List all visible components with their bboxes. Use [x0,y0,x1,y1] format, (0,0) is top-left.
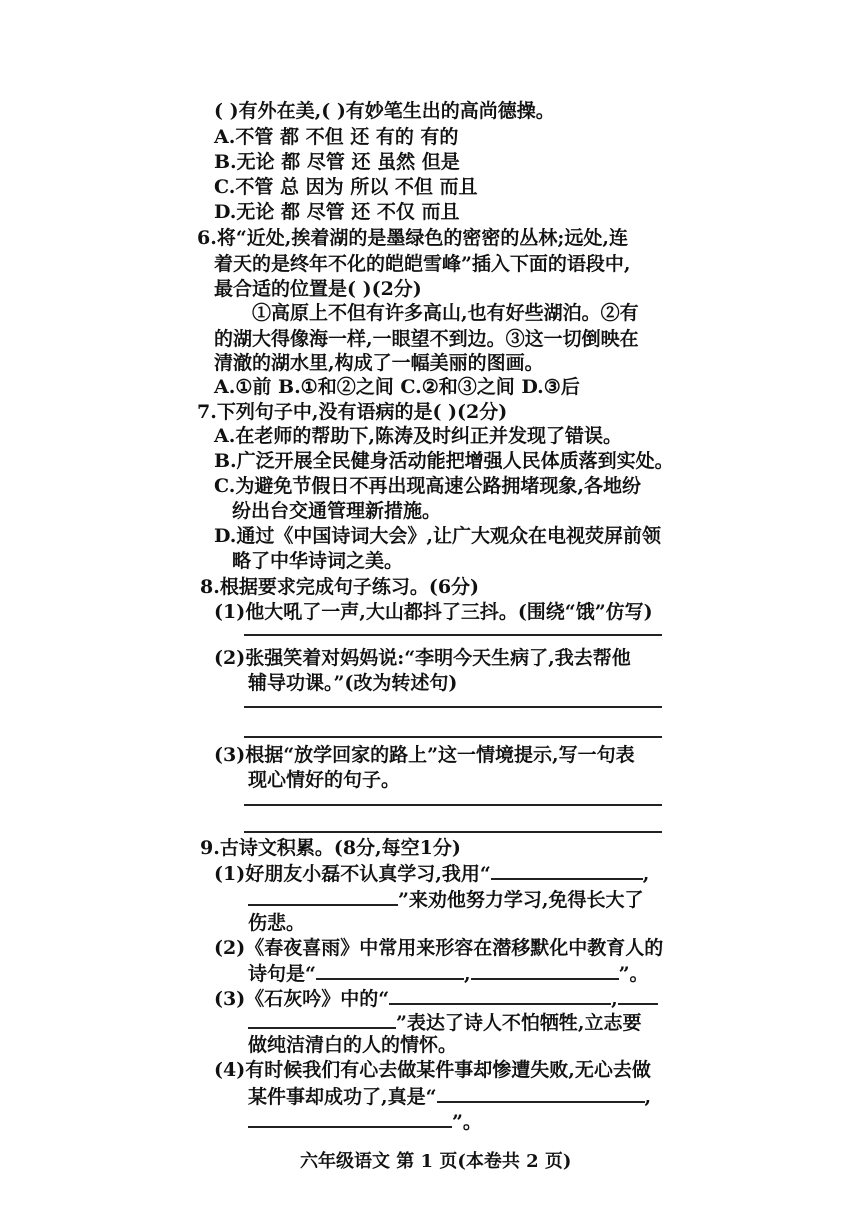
q9-item4-prefix: 某件事却成功了,真是“ [248,1086,437,1108]
q9-item3-line3: 做纯洁清白的人的情怀。 [248,1034,458,1056]
q9-item3-comma: , [611,988,618,1010]
q9-blank-4[interactable] [471,960,619,980]
q5-option-a: A.不管 都 不但 还 有的 有的 [214,126,459,148]
q9-item1-comma: , [642,863,650,885]
q9-item2-line2 [248,960,649,986]
q9-item3-prefix: (3)《石灰吟》中的“ [214,988,390,1010]
q9-stem: 9.古诗文积累。(8分,每空1分) [200,837,461,859]
q9-blank-2[interactable] [248,886,398,906]
q9-item4-line2 [248,1083,651,1109]
q9-item1-line3: 伤悲。 [248,912,306,934]
q5-option-d: D.无论 都 尽管 还 不仅 而且 [214,201,460,223]
q9-item4-line3 [248,1108,482,1134]
q9-item2-suffix: ”。 [618,963,649,985]
q7-option-a: A.在老师的帮助下,陈涛及时纠正并发现了错误。 [214,425,622,447]
q8-item3-answer-line-2 [244,831,662,833]
q7-stem: 7.下列句子中,没有语病的是( )(2分) [197,401,508,423]
q9-blank-6-end[interactable] [248,1009,396,1029]
q8-item3-line2: 现心情好的句子。 [248,769,401,791]
q8-item3-answer-line-1 [244,804,662,806]
q9-item1-suffix: ”来劝他努力学习,免得长大了 [398,889,644,911]
q9-item3-line1 [214,985,658,1011]
q9-item2-prefix: 诗句是“ [248,963,316,985]
q7-option-c-line2: 纷出台交通管理新措施。 [232,500,442,522]
q8-item1: (1)他大吼了一声,大山都抖了三抖。(围绕“饿”仿写) [214,601,653,623]
q9-item3-suffix: ”表达了诗人不怕牺牲,立志要 [396,1012,642,1034]
q5-option-b: B.无论 都 尽管 还 虽然 但是 [214,151,460,173]
q9-blank-1[interactable] [491,860,643,880]
q7-option-d-line2: 略了中华诗词之美。 [232,550,404,572]
q9-item1-prefix: (1)好朋友小磊不认真学习,我用“ [214,863,491,885]
q8-item1-answer-line [244,634,662,636]
q7-option-b: B.广泛开展全民健身活动能把增强人民体质落到实处。 [214,450,674,472]
q8-item2-answer-line-1 [244,706,662,708]
q9-blank-7[interactable] [437,1083,645,1103]
q6-line1: 6.将“近处,挨着湖的是墨绿色的密密的丛林;远处,连 [197,227,629,249]
q8-item2-line1: (2)张强笑着对妈妈说:“李明今天生病了,我去帮他 [214,647,631,669]
q6-line3: 最合适的位置是( )(2分) [214,278,422,300]
q9-item4-line1: (4)有时候我们有心去做某件事却惨遭失败,无心去做 [214,1059,651,1081]
q8-item3-line1: (3)根据“放学回家的路上”这一情境提示,写一句表 [214,744,635,766]
q9-item2-line1: (2)《春夜喜雨》中常用来形容在潜移默化中教育人的 [214,937,664,959]
q7-option-d-line1: D.通过《中国诗词大会》,让广大观众在电视荧屏前领 [214,525,662,547]
q9-item2-comma: , [463,963,471,985]
q9-item1-line2 [248,886,644,912]
q8-item2-line2: 辅导功课。”(改为转述句) [248,672,458,694]
q9-blank-5[interactable] [389,985,611,1005]
q8-item2-answer-line-2 [244,736,662,738]
q8-stem: 8.根据要求完成句子练习。(6分) [200,576,480,598]
q5-option-c: C.不管 总 因为 所以 不但 而且 [214,176,478,198]
q9-item3-line2 [248,1009,642,1035]
q6-line2: 着天的是终年不化的皑皑雪峰”插入下面的语段中, [214,253,631,275]
q9-item4-comma: , [644,1086,652,1108]
q9-blank-3[interactable] [316,960,464,980]
q6-passage-2: 的湖大得像海一样,一眼望不到边。③这一切倒映在 [214,328,639,350]
q6-passage-3: 清澈的湖水里,构成了一幅美丽的图画。 [214,352,544,374]
q9-item1-line1 [214,860,649,886]
q6-options: A.①前 B.①和②之间 C.②和③之间 D.③后 [214,376,580,398]
q9-blank-8[interactable] [248,1108,452,1128]
page-footer: 六年级语文 第 1 页(本卷共 2 页) [300,1151,572,1172]
q9-blank-6-start[interactable] [618,985,658,1005]
q7-option-c-line1: C.为避免节假日不再出现高速公路拥堵现象,各地纷 [214,475,642,497]
q6-passage-1: ①高原上不但有许多高山,也有好些湖泊。②有 [252,302,639,324]
q5-stem: ( )有外在美,( )有妙笔生出的高尚德操。 [214,100,555,122]
q9-item4-suffix: ”。 [452,1111,482,1133]
